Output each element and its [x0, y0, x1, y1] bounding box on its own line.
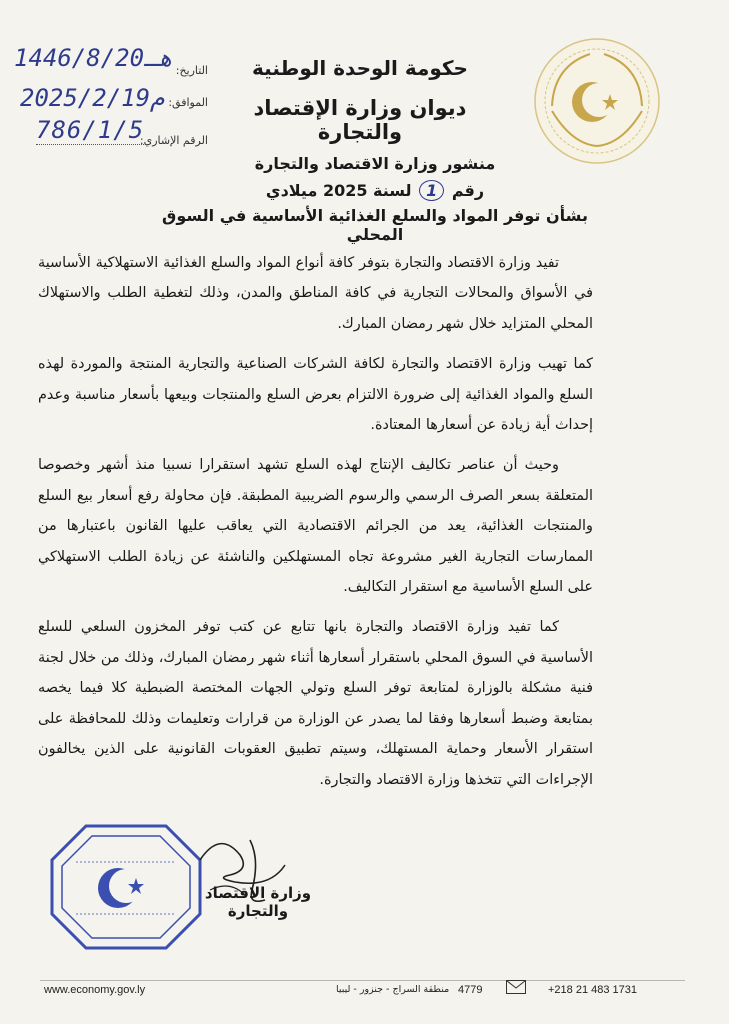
body-paragraph-3: وحيث أن عناصر تكاليف الإنتاج لهذه السلع تشهد استقرارا نسبيا منذ أشهر وخصوصا المتعلقة بسعر الصرف الرسمي والرسوم الضريبية المطبقة. فإن محاولة رفع أسعار بيع السلع والمنتجات الغذائية، يعد من الجرائم الاقتصادية التي يعاقب عليها القانون باعتبارها من الممارسات التجارية الغير مشروعة تجاه المستهلكين والناشئة عن زيادة الطلب الاستهلاكي على السلع الأساسية مع استقرار التكاليف.: [38, 457, 593, 596]
circular-number: 1: [419, 180, 444, 201]
government-name: حكومة الوحدة الوطنية: [252, 56, 468, 80]
reference-number-value: 786/1/5: [36, 116, 145, 144]
reference-number-label: الرقم الإشاري:: [139, 134, 208, 147]
circular-number-suffix: لسنة 2025 ميلادي: [265, 181, 412, 200]
signatory-name: وزارة الاقتصاد والتجارة: [204, 884, 312, 920]
footer-divider: [40, 980, 685, 981]
gregorian-date-label: الموافق:: [168, 96, 208, 109]
circular-subject: بشأن توفر المواد والسلع الغذائية الأساسية في السوق المحلي: [162, 206, 588, 244]
body-paragraph-2: كما تهيب وزارة الاقتصاد والتجارة لكافة الشركات الصناعية والتجارية المنتجة والموردة لهذه السلع والمواد الغذائية إلى ضرورة الالتزام بعرض السلع والمنتجات وبيعها بأسعار مناسبة وعدم إحداث أية زيادة عن أسعارها المعتادة.: [38, 356, 593, 434]
hijri-date-value: 1446/8/20هـ: [14, 44, 173, 72]
gregorian-date-value: 2025/2/19م: [20, 84, 165, 112]
body-paragraph-4: كما تفيد وزارة الاقتصاد والتجارة بانها تتابع عن كتب توفر المخزون السلعي للسلع الأساسية في السوق المحلي باستقرار أسعارها أثناء شهر رمضان المبارك، وذلك من خلال لجنة فنية مشكلة بالوزارة لمتابعة توفر السلع وتولي الجهات المختصة الضبطية كلا فيما يخصه بمتابعة وضبط أسعارها وفقا لما يصدر عن الوزارة من قرارات وتعليمات وذلك للمحافظة على استقرار الأسعار وحماية المستهلك، وسيتم تطبيق العقوبات القانونية على الذين يخالفون الإجراءات التي تتخذها وزارة الاقتصاد والتجارة.: [38, 619, 593, 788]
footer-pobox: 4779: [458, 984, 483, 996]
body-paragraph-1: تفيد وزارة الاقتصاد والتجارة بتوفر كافة أنواع المواد والسلع الغذائية الاستهلاكية الأساسية في الأسواق والمحالات التجارية في كافة المناطق والمدن، وذلك لتغطية الطلب والاستهلاك المحلي المتزايد خلال شهر رمضان المبارك.: [38, 255, 593, 332]
ministry-office-name: ديوان وزارة الإقتصاد والتجارة: [253, 96, 467, 144]
circular-number-line: [150, 180, 600, 201]
hijri-date-label: التاريخ:: [175, 64, 208, 77]
circular-body: [38, 248, 593, 805]
footer-phone: +218 21 483 1731: [548, 984, 638, 996]
libya-emblem-icon: [532, 36, 662, 166]
footer-address: منطقة السراج - جنزور - ليبيا: [336, 984, 450, 995]
mail-icon: [506, 980, 526, 994]
footer-website: www.economy.gov.ly: [44, 984, 146, 996]
circular-title: منشور وزارة الاقتصاد والتجارة: [254, 154, 496, 173]
circular-number-prefix: رقم: [451, 181, 485, 200]
